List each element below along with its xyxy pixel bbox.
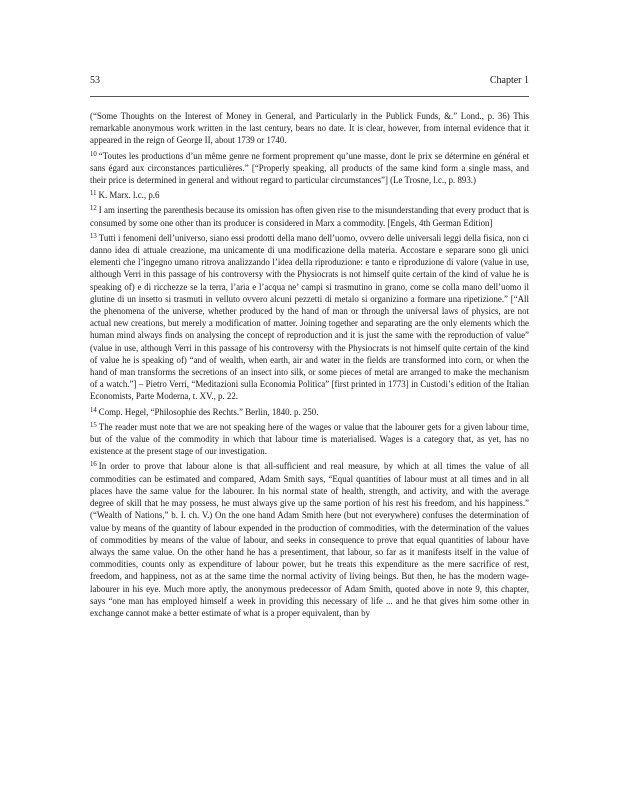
footnote-text: (“Some Thoughts on the Interest of Money in General, and Particularly in the Publick Funds, &.” Lond., p. 36) This remarkable anonymous work written in the last century, bears no date. It is clear, however, from internal evidence that it appeared in the reign of George II, about 1739 or 1740. [90,111,529,146]
footnote-text: I am inserting the parenthesis because its omission has often given rise to the misunderstanding that every product that is consumed by some one other than its producer is considered in Marx a commodity. [Engels, 4th German Edition] [90,205,529,228]
footnote-14 [90,406,529,418]
footnote-number: 15 [90,421,97,429]
footnote-13 [90,232,529,403]
footnote-number: 11 [90,190,97,198]
footnote-12 [90,204,529,228]
footnote-text: Tutti i fenomeni dell’universo, siano essi prodotti della mano dell’uomo, ovvero delle universali leggi della fisica, non ci danno idea di attuale creazione, ma unicamente di una modificazione della materia. Accostare e separare sono gli unici elementi che l’ingegno umano ritrova analizzando l’idea della riproduzione: e tanto e riproduzione di valore (value in use, although Verri in this passage of his controversy with the Physiocrats is not himself quite certain of the kind of value he is speaking of) e di ricchezze se la terra, l’aria e l’acqua ne’ campi si trasmutino in grano, come se colla mano dell’uomo il glutine di un insetto si trasmuti in velluto ovvero alcuni pezzetti di metalo si organizino a formare una ripetizione.” [“All the phenomena of the universe, whether produced by the hand of man or through the universal laws of physics, are not actual new creations, but merely a modification of matter. Joining together and separating are the only elements which the human mind always finds on analysing the concept of reproduction and it is just the same with the reproduction of value” (value in use, although Verri in this passage of his controversy with the Physiocrats is not himself quite certain of the kind of value he is speaking of) “and of wealth, when earth, air and water in the fields are transformed into corn, or when the hand of man transforms the secretions of an insect into silk, or some pieces of metal are arranged to make the mechanism of a watch.”] – Pietro Verri, “Meditazioni sulla Economia Politica” [first printed in 1773] in Custodi’s edition of the Italian Economists, Parte Moderna, t. XV., p. 22. [90,232,529,402]
header-rule [90,96,529,97]
footnote-10 [90,150,529,187]
footnote-number: 14 [90,406,97,414]
footnote-text: K. Marx. l.c., p.6 [98,190,160,201]
footnote-11 [90,189,529,201]
footnotes [90,110,529,800]
footnote-text: In order to prove that labour alone is that all-sufficient and real measure, by which at all times the value of all commodities can be estimated and compared, Adam Smith says, “Equal quantities of labour must at all times and in all places have the same value for the labourer. In his normal state of health, strength, and activity, and with the average degree of skill that he may possess, he must always give up the same portion of his rest his freedom, and his happiness.” (“Wealth of Nations,” b. I. ch. V.) On the one hand Adam Smith here (but not everywhere) confuses the determination of value by means of the quantity of labour expended in the production of commodities, with the determination of the values of commodities by means of the value of labour, and seeks in consequence to prove that equal quantities of labour have always the same value. On the other hand he has a presentiment, that labour, so far as it manifests itself in the value of commodities, counts only as expenditure of labour power, but he treats this expenditure as the mere sacrifice of rest, freedom, and happiness, not as at the same time the normal activity of living beings. But then, he has the modern wage-labourer in his eye. Much more aptly, the anonymous predecessor of Adam Smith, quoted above in note 9, this chapter, says “one man has employed himself a week in providing this necessary of life ... and he that gives him some other in exchange cannot make a better estimate of what is a proper equivalent, than by [90,461,529,618]
footnote-number: 13 [90,232,97,240]
running-header-chapter: Chapter 1 [489,75,529,86]
footnote-number: 16 [90,461,97,469]
page-number: 53 [90,75,100,86]
footnote-number: 12 [90,205,97,213]
footnote-text: Comp. Hegel, “Philosophie des Rechts.” Berlin, 1840. p. 250. [98,406,319,417]
footnote-15 [90,421,529,458]
footnote-text: The reader must note that we are not speaking here of the wages or value that the labourer gets for a given labour time, but of the value of the commodity in which that labour time is materialised. Wages is a category that, as yet, has no existence at the present stage of our investigation. [90,421,529,457]
footnote-text: “Toutes les productions d’un même genre ne forment proprement qu’une masse, dont le prix se détermine en général et sans égard aux circonstances particulières.” [“Properly speaking, all products of the same kind form a single mass, and their price is determined in general and without regard to particular circumstances”] (Le Trosne, l.c., p. 893.) [90,150,529,186]
footnote-16 [90,460,529,619]
footnote-9-continued [90,110,529,147]
footnote-number: 10 [90,150,97,158]
